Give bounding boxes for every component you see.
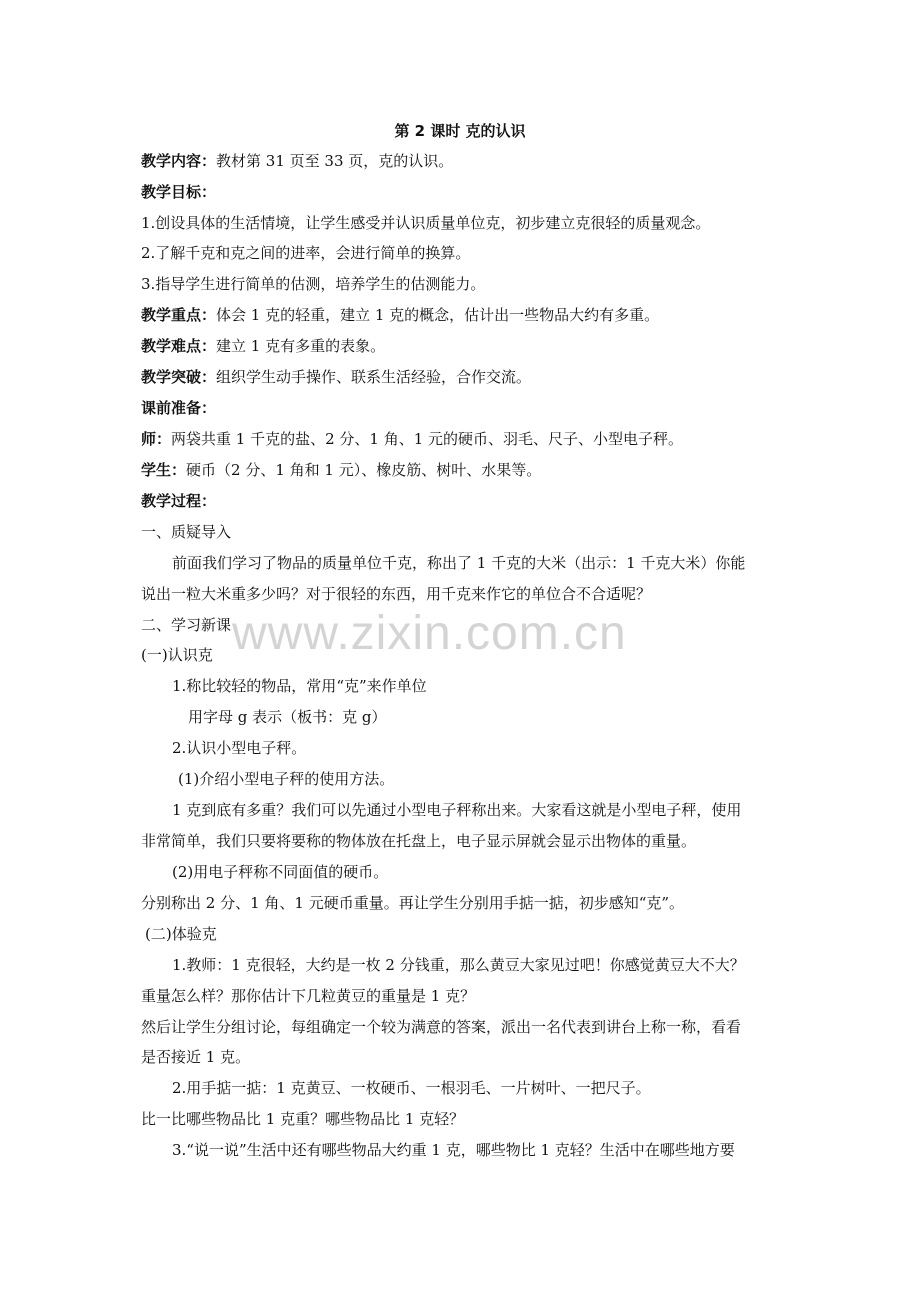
- watermark: www.zixin.com.cn: [232, 607, 627, 660]
- line-text: 2.认识小型电子秤。: [172, 739, 307, 757]
- line-text: 体会 1 克的轻重，建立 1 克的概念，估计出一些物品大约有多重。: [216, 306, 660, 324]
- content-line: [172, 739, 306, 757]
- content-line: [141, 152, 453, 170]
- line-text: (一)认识克: [141, 646, 213, 664]
- line-text: 非常简单，我们只要将要称的物体放在托盘上，电子显示屏就会显示出物体的重量。: [141, 832, 697, 850]
- line-label: 教学目标：: [141, 183, 217, 201]
- line-text: 二、学习新课: [141, 616, 232, 634]
- content-line: [141, 1110, 464, 1128]
- line-label: 课前准备：: [141, 399, 217, 417]
- line-text: 比一比哪些物品比 1 克重？哪些物品比 1 克轻？: [141, 1110, 465, 1128]
- line-text: 1.创设具体的生活情境，让学生感受并认识质量单位克，初步建立克很轻的质量观念。: [141, 214, 711, 232]
- content-line: [141, 1048, 250, 1066]
- line-text: (1)介绍小型电子秤的使用方法。: [178, 770, 395, 788]
- content-line: [172, 801, 741, 819]
- content-line: [172, 956, 745, 974]
- line-label: 学生：: [141, 461, 187, 479]
- line-text: 1.称比较轻的物品，常用“克”来作单位: [172, 677, 427, 695]
- line-text: 然后让学生分组讨论，每组确定一个较为满意的答案，派出一名代表到讲台上称一称，看看: [141, 1018, 742, 1036]
- content-line: [141, 368, 531, 386]
- content-line: [141, 894, 684, 912]
- line-label: 教学难点：: [141, 337, 217, 355]
- content-line: [141, 399, 216, 417]
- line-text: (2)用电子秤称不同面值的硬币。: [172, 863, 389, 881]
- content-line: [141, 492, 216, 510]
- content-line: [141, 275, 485, 293]
- content-line: [141, 244, 470, 262]
- content-line: [172, 554, 745, 572]
- line-text: 分别称出 2 分、1 角、1 元硬币重量。再让学生分别用手掂一掂，初步感知“克”。: [141, 894, 685, 912]
- content-line: [172, 677, 427, 695]
- line-text: 说出一粒大米重多少吗？对于很轻的东西，用千克来作它的单位合不合适呢？: [141, 585, 652, 603]
- content-line: [141, 523, 231, 541]
- line-text: 用字母 g 表示（板书：克 g）: [188, 708, 387, 726]
- content-line: [141, 461, 541, 479]
- content-line: [141, 337, 385, 355]
- content-line: [141, 1018, 741, 1036]
- line-text: 教材第 31 页至 33 页，克的认识。: [216, 152, 454, 170]
- line-text: 重量怎么样？那你估计下几粒黄豆的重量是 1 克？: [141, 987, 476, 1005]
- content-line: [141, 616, 231, 634]
- line-label: 教学内容：: [141, 152, 217, 170]
- content-line: [141, 987, 475, 1005]
- line-text: (二)体验克: [145, 925, 217, 943]
- line-text: 3.指导学生进行简单的估测，培养学生的估测能力。: [141, 275, 486, 293]
- line-text: 两袋共重 1 千克的盐、2 分、1 角、1 元的硬币、羽毛、尺子、小型电子秤。: [171, 430, 684, 448]
- line-label: 教学突破：: [141, 368, 217, 386]
- content-line: [188, 708, 387, 726]
- line-text: 一、质疑导入: [141, 523, 232, 541]
- content-line: [141, 183, 216, 201]
- line-text: 2.了解千克和克之间的进率，会进行简单的换算。: [141, 244, 471, 262]
- page-title: 第 2 课时 克的认识: [394, 122, 526, 140]
- line-text: 1 克到底有多重？我们可以先通过小型电子秤称出来。大家看这就是小型电子秤，使用: [172, 801, 742, 819]
- content-line: [141, 214, 710, 232]
- line-text: 组织学生动手操作、联系生活经验，合作交流。: [216, 368, 532, 386]
- line-text: 建立 1 克有多重的表象。: [216, 337, 386, 355]
- content-line: [172, 1141, 735, 1159]
- content-line: [141, 832, 696, 850]
- line-text: 前面我们学习了物品的质量单位千克，称出了 1 千克的大米（出示：1 千克大米）你能: [172, 554, 746, 572]
- line-text: 硬币（2 分、1 角和 1 元）、橡皮筋、树叶、水果等。: [186, 461, 542, 479]
- content-line: [172, 863, 388, 881]
- line-text: 3.“说一说”生活中还有哪些物品大约重 1 克，哪些物比 1 克轻？生活中在哪些地方要: [172, 1141, 735, 1159]
- line-text: 1.教师：1 克很轻，大约是一枚 2 分钱重，那么黄豆大家见过吧！你感觉黄豆大不大？: [172, 956, 745, 974]
- content-line: [145, 925, 217, 943]
- line-text: 是否接近 1 克。: [141, 1048, 251, 1066]
- content-line: [172, 1079, 651, 1097]
- content-line: [141, 646, 213, 664]
- line-label: 教学过程：: [141, 492, 217, 510]
- content-line: [141, 585, 651, 603]
- content-line: [141, 430, 683, 448]
- content-line: [141, 306, 659, 324]
- content-line: [178, 770, 394, 788]
- line-label: 教学重点：: [141, 306, 217, 324]
- line-text: 2.用手掂一掂：1 克黄豆、一枚硬币、一根羽毛、一片树叶、一把尺子。: [172, 1079, 651, 1097]
- line-label: 师：: [141, 430, 172, 448]
